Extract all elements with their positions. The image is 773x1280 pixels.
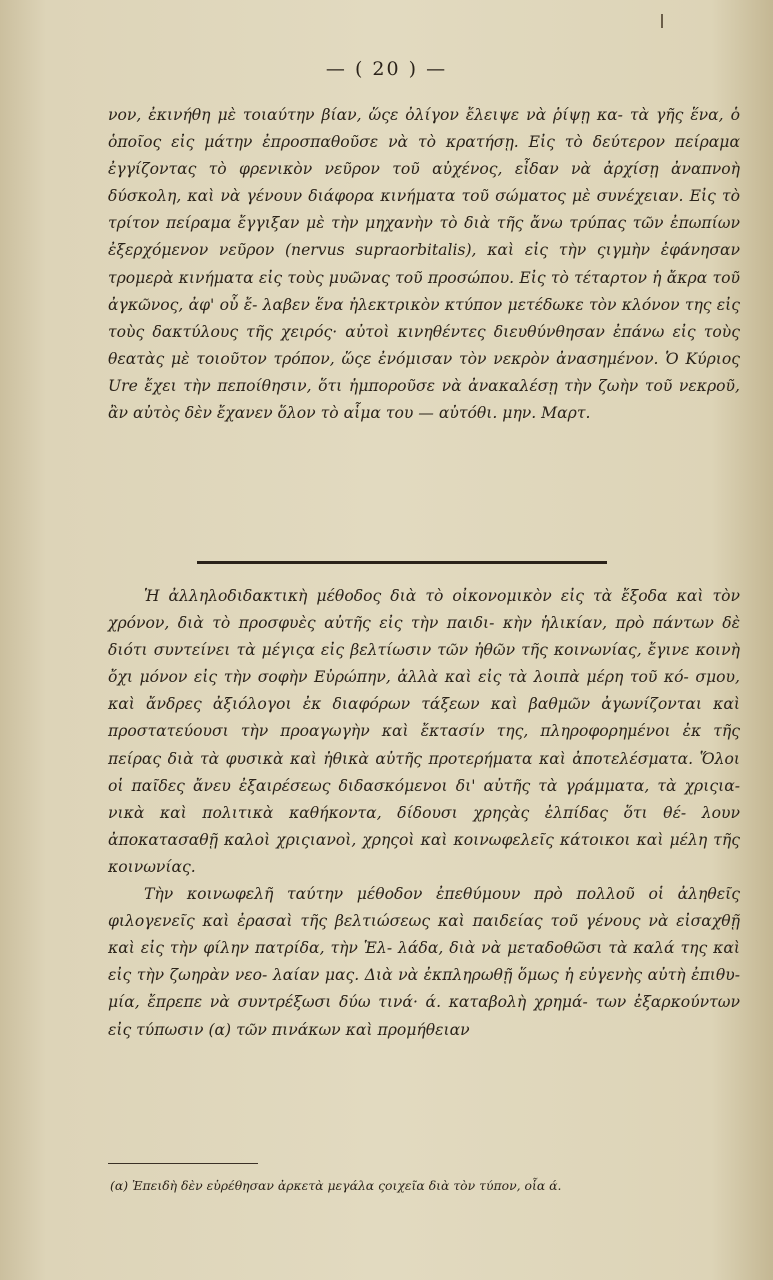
article-galvanism-continuation <box>108 102 740 427</box>
text-line: προσώπου. Εἰς τὸ τέταρτον ἡ ἄκρα τοῦ ἀγκῶνος, ἀφ' οὗ ἔ- <box>108 268 740 314</box>
text-line: λάδα, διὰ νὰ μεταδοθῶσι τὰ καλά της καὶ εἰς τὴν ζωηρὰν νεο- <box>108 939 740 985</box>
article-mutual-teaching <box>108 583 740 1044</box>
text-line: λουν ἀποκατασαθῇ καλοὶ χριςιανοὶ, χρηςοὶ καὶ κοινωφελεῖς <box>108 803 740 849</box>
footnote: (α) Ἐπειδὴ δὲν εὑρέθησαν ἀρκετὰ μεγάλα ςοιχεῖα διὰ τὸν τύπον, οἷα ά. <box>110 1178 562 1193</box>
text-line: τὰ γῆς ἕνα, ὁ ὁποῖος εἰς μάτην ἐπροσπαθοῦσε νὰ τὸ κρατήσῃ. <box>108 106 740 152</box>
text-line: των ἐξαρκούντων εἰς τύπωσιν (α) τῶν πινάκων καὶ προμήθειαν <box>108 993 740 1039</box>
text-line: νεκρὸν ἀνασημένον. Ὁ Κύριος Ure ἔχει τὴν πεποίθησιν, ὅτι <box>108 349 740 395</box>
page-edge-mark <box>661 14 663 28</box>
text-line: ἀγωνίζονται καὶ προστατεύουσι τὴν προαγωγὴν καὶ ἔκτασίν <box>108 695 740 741</box>
text-line: τοῦ γένους νὰ εἰσαχθῇ καὶ εἰς τὴν φίλην πατρίδα, τὴν Ἑλ- <box>108 912 741 958</box>
text-line: δὲν ἔχανεν ὅλον τὸ αἷμα του — αὐτόθι. μην. Μαρτ. <box>184 404 591 423</box>
text-line: τὴν ςιγμὴν ἐφάνησαν τρομερὰ κινήματα εἰς τοὺς μυῶνας τοῦ <box>108 241 740 287</box>
text-line: νικὰ καὶ πολιτικὰ καθήκοντα, δίδουσι χρηςὰς ἐλπίδας ὅτι θέ- <box>108 803 687 822</box>
text-line: Εἰς τὸ δεύτερον πείραμα ἐγγίζοντας τὸ φρενικὸν νεῦρον τοῦ <box>108 133 740 179</box>
text-line: βελτίωσιν τῶν ἠθῶν τῆς κοινωνίας, ἔγινε κοινὴ ὄχι μόνον εἰς <box>108 641 740 687</box>
text-line: νον, ἐκινήθη μὲ τοιαύτην βίαν, ὥςε ὀλίγον ἔλειψε νὰ ῥίψῃ κα- <box>108 106 623 124</box>
footnote-rule <box>108 1163 258 1164</box>
section-divider-rule <box>197 561 607 564</box>
paragraph <box>108 102 740 427</box>
text-line: ἐπωπίων ἐξερχόμενον νεῦρον (nervus supraorbitalis), καὶ εἰς <box>108 214 740 260</box>
text-line: της, πληροφορημένοι ἐκ τῆς πείρας διὰ τὰ φυσικὰ καὶ ἠθικὰ <box>108 722 740 768</box>
text-line: πείραμα ἔγγιξαν μὲ τὴν μηχανὴν τὸ διὰ τῆς ἄνω τρύπας τῶν <box>166 214 664 233</box>
page-number-header: — ( 20 ) — <box>325 58 448 80</box>
text-line: ἐπάνω εἰς τοὺς θεατὰς μὲ τοιοῦτον τρόπον, ὥςε ἐνόμισαν τὸν <box>108 322 740 368</box>
text-line: τὴν σοφὴν Εὐρώπην, ἀλλὰ καὶ εἰς τὰ λοιπὰ μέρη τοῦ κό- <box>223 668 689 687</box>
text-line: διάφορα κινήματα τοῦ σώματος μὲ συνέχειαν. Εἰς τὸ τρίτον <box>108 187 740 233</box>
text-line: μία, ἔπρεπε νὰ συντρέξωσι δύω τινά· ά. καταβολὴ χρημά- <box>108 993 588 1012</box>
text-line: λαβεν ἕνα ἠλεκτρικὸν κτύπον μετέδωκε τὸν κλόνον της εἰς <box>262 295 740 314</box>
text-line: κάτοικοι καὶ μέλη τῆς κοινωνίας. <box>108 830 740 876</box>
text-line: σμου, καὶ ἄνδρες ἀξιόλογοι ἐκ διαφόρων τάξεων καὶ βαθμῶν <box>108 668 740 714</box>
text-line: λαίαν μας. Διὰ νὰ ἐκπληρωθῇ ὅμως ἡ εὐγενὴς αὐτὴ ἐπιθυ- <box>272 966 740 985</box>
text-line: αὐτῆς προτερήματα καὶ ἀποτελέσματα. Ὅλοι οἱ παῖδες ἄνευ <box>108 749 740 795</box>
text-line: ἔξοδα καὶ τὸν χρόνον, διὰ τὸ προσφυὲς αὐτῆς εἰς τὴν παιδι- <box>108 587 741 633</box>
text-line: ἠμποροῦσε νὰ ἀνακαλέσῃ τὴν ζωὴν τοῦ νεκροῦ, ἂν αὐτὸς <box>108 376 740 423</box>
text-line: αὐχένος, εἶδαν νὰ ἀρχίσῃ ἀναπνοὴ δύσκολη, καὶ νὰ γένουν <box>108 160 740 206</box>
paragraph <box>108 583 740 881</box>
text-line: κὴν ἡλικίαν, πρὸ πάντων δὲ διότι συντείνει τὰ μέγιςα εἰς <box>108 614 740 660</box>
paragraph <box>108 881 740 1044</box>
text-line: Ἡ ἀλληλοδιδακτικὴ μέθοδος διὰ τὸ οἰκονομικὸν εἰς τὰ <box>144 587 613 605</box>
text-line: οἱ ἀληθεῖς φιλογενεῖς καὶ ἐρασαὶ τῆς βελτιώσεως καὶ παιδείας <box>108 885 740 931</box>
text-line: ἐξαιρέσεως διδασκόμενοι δι' αὐτῆς τὰ γράμματα, τὰ χριςια- <box>238 776 740 795</box>
text-line: Τὴν κοινωφελῆ ταύτην μέθοδον ἐπεθύμουν πρὸ πολλοῦ <box>144 885 635 904</box>
text-line: τοὺς δακτύλους τῆς χειρός· αὐτοὶ κινηθέντες διευθύνθησαν <box>108 322 605 341</box>
